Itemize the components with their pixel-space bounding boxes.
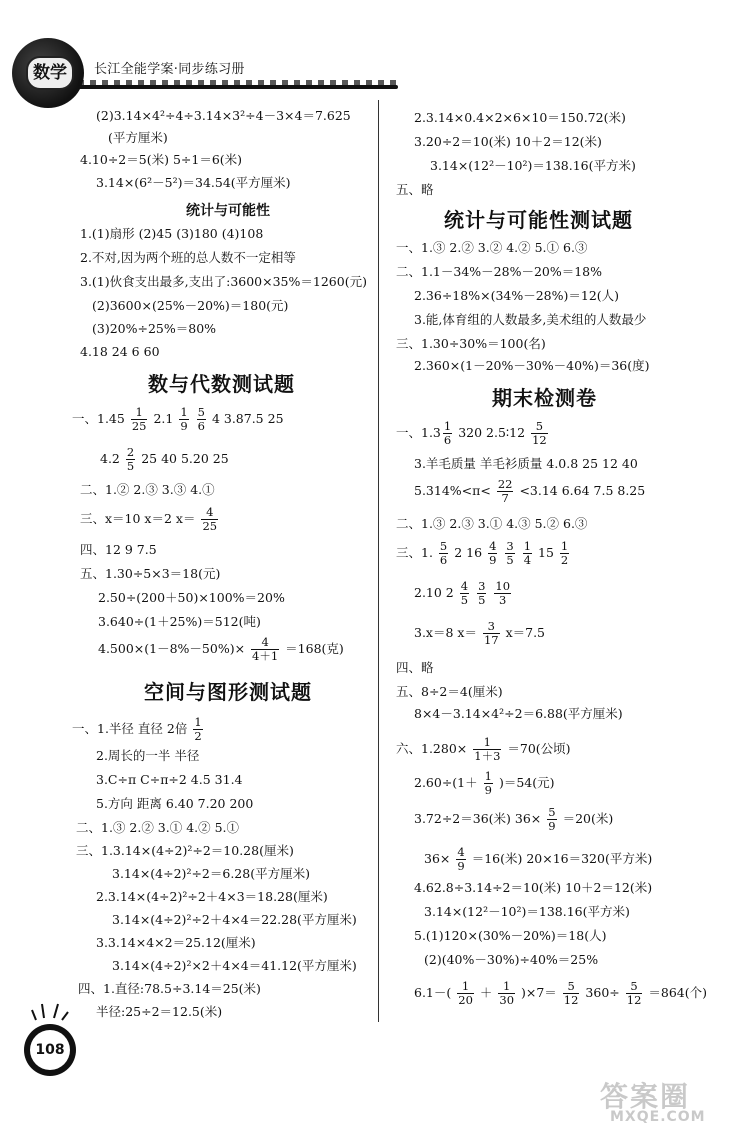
answer-line: 三、1.3.14×(4÷2)²÷2＝10.28(厘米): [76, 843, 294, 858]
numerator: 1: [523, 539, 532, 553]
answer-text: 一、1.半径 直径 2倍: [72, 721, 188, 736]
section-heading: 空间与图形测试题: [144, 680, 312, 704]
numerator: 22: [497, 477, 513, 491]
answer-line: 3.C÷π C÷π÷2 4.5 31.4: [96, 772, 243, 787]
answer-text: ＝20(米): [562, 811, 614, 826]
numerator: 1: [560, 539, 569, 553]
denominator: 12: [532, 433, 547, 447]
watermark-url: MXQE.COM: [610, 1109, 706, 1125]
fraction: [523, 540, 532, 567]
answer-text: 六、1.280×: [396, 741, 468, 756]
denominator: 5: [126, 459, 135, 473]
denominator: 12: [626, 993, 642, 1007]
fraction: [560, 540, 569, 567]
denominator: 30: [499, 993, 515, 1007]
answer-line: 1.(1)扇形 (2)45 (3)180 (4)108: [80, 226, 264, 241]
fraction: [131, 406, 148, 433]
fraction: [563, 980, 580, 1007]
answer-text: 三、x＝10 x＝2 x＝: [80, 511, 196, 526]
fraction: [483, 620, 500, 647]
numerator: 5: [439, 539, 448, 553]
answer-text: 一、1.3: [396, 425, 441, 440]
answer-text: )＝54(元): [498, 775, 555, 790]
answer-line: 5.方向 距离 6.40 7.20 200: [96, 796, 254, 811]
answer-text: 6.1－(: [414, 985, 452, 1000]
denominator: 17: [483, 633, 499, 647]
answer-line: [72, 406, 284, 433]
numerator: 1: [498, 980, 515, 994]
answer-line: 3.羊毛质量 羊毛衫质量 4.0.8 25 12 40: [414, 456, 638, 471]
answer-text: 4.500×(1－8%－50%)×: [98, 641, 246, 656]
answer-text: 一、1.45: [72, 411, 125, 426]
answer-line: [414, 980, 707, 1007]
answer-line: 五、1.30÷5×3＝18(元): [80, 566, 221, 581]
answer-line: 3.3.14×4×2＝25.12(厘米): [96, 935, 256, 950]
numerator: 2: [126, 445, 135, 459]
answer-line: 3.14×(4÷2)²×2＋4×4＝41.12(平方厘米): [112, 958, 357, 973]
numerator: 5: [197, 405, 205, 419]
header-rule: [78, 85, 398, 89]
answer-text: ＝168(克): [285, 641, 344, 656]
answer-line: [414, 580, 513, 607]
answer-line: [98, 636, 344, 663]
answer-line: 四、1.直径:78.5÷3.14＝25(米): [78, 981, 261, 996]
numerator: 5: [548, 805, 556, 819]
section-heading: 数与代数测试题: [148, 372, 295, 396]
answer-line: 2.3.14×(4÷2)²÷2＋4×3＝18.28(厘米): [96, 889, 328, 904]
denominator: 25: [131, 419, 147, 433]
answer-line: 二、1.③ 2.③ 3.① 4.③ 5.② 6.③: [396, 516, 588, 531]
fraction: [498, 980, 515, 1007]
answer-text: ＝16(米) 20×16＝320(平方米): [471, 851, 653, 866]
fraction: [531, 420, 548, 447]
answer-text: 3.x＝8 x＝: [414, 625, 477, 640]
denominator: 9: [484, 783, 492, 797]
answer-line: 3.能,体育组的人数最多,美术组的人数最少: [414, 312, 647, 327]
answer-line: [72, 716, 205, 743]
numerator: 1: [194, 715, 202, 729]
fraction: [488, 540, 497, 567]
answer-line: 二、1.③ 2.② 3.① 4.② 5.①: [76, 820, 240, 835]
answer-line: 4.10÷2＝5(米) 5÷1＝6(米): [80, 152, 243, 167]
page-number-badge: [24, 1024, 76, 1076]
answer-line: 4.62.8÷3.14÷2＝10(米) 10＋2＝12(米): [414, 880, 653, 895]
numerator: 5: [531, 420, 548, 434]
denominator: 2: [194, 729, 202, 743]
answer-line: 一、1.③ 2.② 3.② 4.② 5.① 6.③: [396, 240, 588, 255]
numerator: 3: [483, 620, 500, 634]
answer-line: 三、1.30÷30%＝100(名): [396, 336, 546, 351]
watermark-text: 答案圈: [600, 1080, 691, 1113]
answer-line: [414, 478, 645, 505]
numerator: 5: [563, 980, 580, 994]
numerator: 1: [484, 769, 492, 783]
answer-line: 3.640÷(1＋25%)＝512(吨): [98, 614, 261, 629]
numerator: 4: [489, 539, 497, 553]
answer-line: [396, 736, 571, 763]
fraction: [494, 580, 511, 607]
answer-line: (2)(40%－30%)÷40%＝25%: [424, 952, 599, 967]
numerator: 1: [443, 419, 452, 433]
denominator: 6: [439, 553, 448, 567]
subject-badge: [12, 38, 84, 108]
answer-text: ＝864(个): [648, 985, 707, 1000]
fraction: [477, 580, 486, 607]
denominator: 3: [499, 593, 507, 607]
answer-line: [100, 446, 229, 473]
answer-line: 5.(1)120×(30%－20%)＝18(人): [414, 928, 607, 943]
answer-line: [414, 620, 545, 647]
book-title: 长江全能学案·同步练习册: [94, 62, 245, 77]
answer-line: 2.360×(1－20%－30%－40%)＝36(度): [414, 358, 650, 373]
fraction: [457, 980, 474, 1007]
denominator: 9: [457, 859, 465, 873]
answer-text: <3.14 6.64 7.5 8.25: [519, 483, 646, 498]
denominator: 6: [197, 419, 205, 433]
answer-line: [414, 770, 554, 797]
answer-text: 2.10 2: [414, 585, 454, 600]
fraction: [251, 636, 279, 663]
section-heading: 统计与可能性测试题: [444, 208, 633, 232]
answer-line: 3.14×(4÷2)²÷2＝6.28(平方厘米): [112, 866, 310, 881]
denominator: 4＋1: [252, 649, 279, 663]
answer-line: 半径:25÷2＝12.5(米): [96, 1004, 223, 1019]
answer-line: 四、略: [396, 660, 434, 675]
fraction: [484, 770, 493, 797]
answer-line: 二、1.② 2.③ 3.③ 4.①: [80, 482, 215, 497]
fraction: [193, 716, 202, 743]
answer-text: 4 3.87.5 25: [211, 411, 284, 426]
denominator: 20: [458, 993, 473, 1007]
denominator: 5: [506, 553, 514, 567]
numerator: 4: [251, 636, 279, 650]
denominator: 5: [460, 593, 469, 607]
answer-line: (平方厘米): [108, 130, 168, 145]
answer-line: 四、12 9 7.5: [80, 542, 157, 557]
answer-line: [396, 420, 550, 447]
answer-line: 五、略: [396, 182, 434, 197]
fraction: [179, 406, 188, 433]
section-heading: 统计与可能性: [186, 203, 270, 219]
answer-text: )×7＝: [521, 985, 557, 1000]
fraction: [456, 846, 465, 873]
denominator: 25: [202, 519, 218, 533]
fraction: [547, 806, 556, 833]
denominator: 9: [489, 553, 497, 567]
numerator: 1: [131, 406, 148, 420]
answer-text: ＋: [479, 985, 493, 1000]
answer-line: 3.20÷2＝10(米) 10＋2＝12(米): [414, 134, 602, 149]
fraction: [201, 506, 218, 533]
answer-line: (2)3600×(25%－20%)＝180(元): [92, 298, 289, 313]
answer-text: x＝7.5: [505, 625, 545, 640]
answer-line: 8×4－3.14×4²÷2＝6.88(平方厘米): [414, 706, 623, 721]
numerator: 5: [626, 980, 643, 994]
page-number: 108: [30, 1030, 70, 1070]
answer-line: 3.14×(4÷2)²÷2＋4×4＝22.28(平方厘米): [112, 912, 357, 927]
answer-line: 3.(1)伙食支出最多,支出了:3600×35%＝1260(元): [80, 274, 367, 289]
answer-text: 4.2: [100, 451, 120, 466]
answer-line: 2.50÷(200＋50)×100%＝20%: [98, 590, 285, 605]
answer-line: [414, 806, 613, 833]
answer-text: 三、1.: [396, 545, 433, 560]
answer-text: ＝70(公顷): [507, 741, 571, 756]
answer-line: 2.3.14×0.4×2×6×10＝150.72(米): [414, 110, 626, 125]
denominator: 9: [180, 419, 188, 433]
sparkle-icon: [30, 1000, 70, 1022]
denominator: 7: [501, 491, 509, 505]
answer-text: 2 16: [454, 545, 483, 560]
answer-line: 二、1.1－34%－28%－20%＝18%: [396, 264, 603, 279]
answer-line: [396, 540, 571, 567]
numerator: 3: [506, 539, 514, 553]
answer-text: 360÷: [585, 985, 620, 1000]
numerator: 4: [201, 506, 218, 520]
answer-text: 36×: [424, 851, 451, 866]
section-heading: 期末检测卷: [492, 386, 597, 410]
fraction: [505, 540, 514, 567]
denominator: 2: [560, 553, 569, 567]
numerator: 10: [495, 579, 511, 593]
fraction: [197, 406, 206, 433]
numerator: 3: [478, 579, 486, 593]
fraction: [439, 540, 448, 567]
answer-line: [80, 506, 220, 533]
column-divider: [378, 100, 379, 1022]
answer-line: (2)3.14×4²÷4÷3.14×3²÷4－3×4＝7.625: [96, 108, 351, 123]
answer-line: 3.14×(12²－10²)＝138.16(平方米): [430, 158, 636, 173]
answer-line: 2.周长的一半 半径: [96, 748, 200, 763]
numerator: 4: [460, 579, 469, 593]
answer-line: (3)20%÷25%＝80%: [92, 321, 217, 336]
answer-line: 2.不对,因为两个班的总人数不一定相等: [80, 250, 296, 265]
answer-text: 15: [538, 545, 554, 560]
answer-line: 2.36÷18%×(34%－28%)＝12(人): [414, 288, 620, 303]
denominator: 5: [478, 593, 486, 607]
denominator: 9: [548, 819, 556, 833]
denominator: 12: [563, 993, 579, 1007]
fraction: [460, 580, 469, 607]
subject-label: 数学: [26, 56, 74, 90]
answer-text: 25 40 5.20 25: [141, 451, 229, 466]
watermark-logo: [600, 1075, 740, 1125]
fraction: [626, 980, 643, 1007]
numerator: 1: [473, 736, 501, 750]
numerator: 4: [457, 845, 465, 859]
answer-line: [424, 846, 652, 873]
answer-line: 3.14×(6²－5²)＝34.54(平方厘米): [96, 175, 291, 190]
answer-text: 320 2.5∶12: [458, 425, 526, 440]
answer-line: 3.14×(12²－10²)＝138.16(平方米): [424, 904, 630, 919]
answer-text: 2.1: [153, 411, 174, 426]
denominator: 1＋3: [474, 749, 501, 763]
answer-line: 五、8÷2＝4(厘米): [396, 684, 503, 699]
answer-text: 5.314%<π<: [414, 483, 491, 498]
numerator: 1: [180, 405, 188, 419]
page-header: [12, 38, 392, 108]
answer-line: 4.18 24 6 60: [80, 344, 160, 359]
fraction: [473, 736, 501, 763]
numerator: 1: [457, 980, 474, 994]
fraction: [497, 478, 514, 505]
answer-text: 3.72÷2＝36(米) 36×: [414, 811, 542, 826]
fraction: [126, 446, 135, 473]
denominator: 6: [443, 433, 452, 447]
answer-text: 2.60÷(1＋: [414, 775, 478, 790]
fraction: [443, 420, 452, 447]
denominator: 4: [523, 553, 532, 567]
